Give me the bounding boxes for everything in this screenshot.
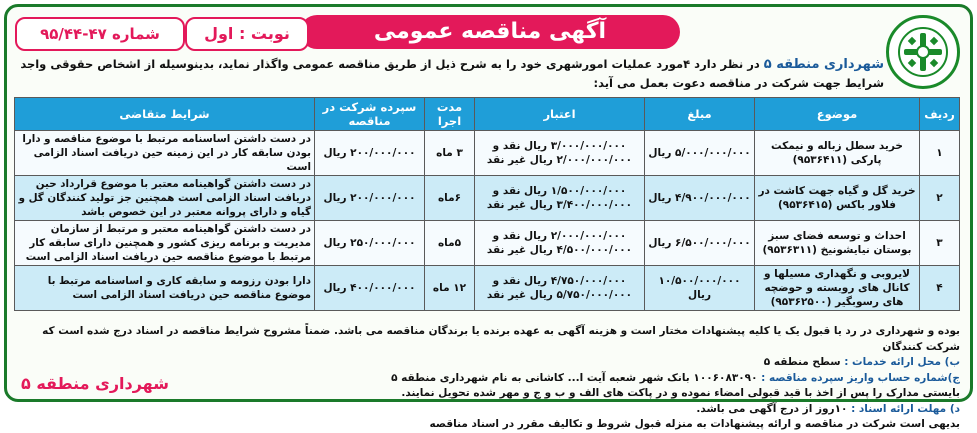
intro-paragraph	[19, 55, 884, 93]
cell-amount: ۵/۰۰۰/۰۰۰/۰۰۰ ریال	[645, 131, 755, 176]
credit-noncash: ۳/۴۰۰/۰۰۰/۰۰۰ ریال غیر نقد	[486, 199, 633, 211]
cell-amount: ۴/۹۰۰/۰۰۰/۰۰۰ ریال	[645, 176, 755, 221]
table-row	[15, 266, 960, 311]
cell-deposit: ۲۰۰/۰۰۰/۰۰۰ ریال	[315, 131, 425, 176]
cell-radif: ۴	[920, 266, 960, 311]
footer-service-location	[19, 355, 960, 371]
col-header-amount: مبلغ	[645, 98, 755, 131]
table-header-row	[15, 98, 960, 131]
cell-amount: ۶/۵۰۰/۰۰۰/۰۰۰ ریال	[645, 221, 755, 266]
cell-amount: ۱۰/۵۰۰/۰۰۰/۰۰۰ ریال	[645, 266, 755, 311]
footer-documents-note: بایستی مدارک را پس از اخذ با قید قبولی امضاء نموده و در پاکت های الف و ب و ج و مهر شده تحویل نمایند.	[401, 387, 960, 399]
cell-deposit: ۴۰۰/۰۰۰/۰۰۰ ریال	[315, 266, 425, 311]
cell-credit	[475, 131, 645, 176]
col-header-radif: ردیف	[920, 98, 960, 131]
cell-subject: احداث و توسعه فضای سبز بوستان نیایشونیخ (۹۵۳۶۳۱۱)	[755, 221, 920, 266]
footer-deadline	[19, 402, 960, 418]
cell-requirements: در دست داشتن اساسنامه مرتبط با موضوع مناقصه و دارا بودن سابقه کار در این زمینه حین دریافت اسناد الزامی است	[15, 131, 315, 176]
deadline-value: ۱۰روز از درج آگهی می باشد.	[696, 402, 848, 415]
table-row	[15, 221, 960, 266]
cell-subject: خرید گل و گیاه جهت کاشت در فلاور باکس (۹۵۳۶۴۱۵)	[755, 176, 920, 221]
footer-line-general: بوده و شهرداری در رد یا قبول یک یا کلیه پیشنهادات مختار است و هزینه آگهی به عهده برنده یا برندگان مناقصه می باشد. ضمناً مشروح شرایط مناقصه در اسناد درج شده است که شرکت کنندگان	[42, 325, 960, 353]
cell-radif: ۳	[920, 221, 960, 266]
cell-credit	[475, 176, 645, 221]
service-location-label: ب) محل ارائه خدمات :	[844, 356, 960, 368]
footer-final-line: بدیهی است شرکت در مناقصه و ارائه پیشنهادات به منزله قبول شروط و تکالیف مقرر در اسناد مناقصه	[429, 418, 960, 430]
cell-subject: خرید سطل زباله و نیمکت پارکی (۹۵۳۶۴۱۱)	[755, 131, 920, 176]
deadline-label: د) مهلت ارائه اسناد :	[851, 402, 960, 415]
cell-credit	[475, 266, 645, 311]
municipality-logo-icon	[886, 15, 960, 89]
col-header-duration: مدت اجرا	[425, 98, 475, 131]
cell-requirements: در دست داشتن گواهینامه معتبر و مرتبط از سازمان مدیریت و برنامه ریزی کشور و همچنین دارای سابقه کار مرتبط با موضوع مناقصه حین دریافت اسناد الزامی است	[15, 221, 315, 266]
col-header-deposit: سپرده شرکت در مناقصه	[315, 98, 425, 131]
col-header-requirements: شرایط متقاضی	[15, 98, 315, 131]
account-value: ۱۰۰۶۰۸۳۰۹۰ بانک شهر شعبه آیت ا... کاشانی به نام شهرداری منطقه ۵	[391, 371, 758, 384]
service-location-value: سطح منطقه ۵	[763, 356, 841, 368]
account-label: ج)شماره حساب واریز سپرده مناقصه :	[761, 371, 960, 384]
cell-duration: ۳ ماه	[425, 131, 475, 176]
table-row	[15, 176, 960, 221]
credit-cash: ۲/۰۰۰/۰۰۰/۰۰۰ ریال نقد و	[492, 230, 627, 242]
cell-radif: ۱	[920, 131, 960, 176]
col-header-subject: موضوع	[755, 98, 920, 131]
round-badge: نوبت : اول	[185, 17, 309, 51]
table-row	[15, 131, 960, 176]
cell-duration: ۵ماه	[425, 221, 475, 266]
cell-duration: ۱۲ ماه	[425, 266, 475, 311]
notice-title: آگهی مناقصه عمومی	[300, 15, 680, 49]
cell-radif: ۲	[920, 176, 960, 221]
cell-deposit: ۲۵۰/۰۰۰/۰۰۰ ریال	[315, 221, 425, 266]
organization-name: شهرداری منطقه ۵	[763, 57, 884, 72]
credit-noncash: ۴/۵۰۰/۰۰۰/۰۰۰ ریال غیر نقد	[486, 244, 633, 256]
notice-number-badge: شماره ۴۷-۹۵/۴۴	[15, 17, 185, 51]
credit-cash: ۴/۷۵۰/۰۰۰/۰۰۰ ریال نقد و	[492, 275, 627, 287]
intro-text: در نظر دارد ۴مورد عملیات امورشهری خود را به شرح ذیل از طریق مناقصه عمومی واگذار نماید، بدینوسیله از اشخاص حقوقی واجد شرایط جهت شرکت در مناقصه دعوت بعمل می آید:	[20, 57, 884, 90]
credit-cash: ۱/۵۰۰/۰۰۰/۰۰۰ ریال نقد و	[492, 185, 627, 197]
tender-notice	[4, 4, 973, 430]
col-header-credit: اعتبار	[475, 98, 645, 131]
header	[7, 13, 970, 53]
cell-requirements: دارا بودن رزومه و سابقه کاری و اساسنامه مرتبط با موضوع مناقصه حین دریافت اسناد الزامی است	[15, 266, 315, 311]
tender-table	[14, 97, 960, 311]
signature: شهرداری منطقه ۵	[21, 374, 169, 393]
credit-noncash: ۲/۰۰۰/۰۰۰/۰۰۰ ریال غیر نقد	[486, 154, 633, 166]
cell-deposit: ۲۰۰/۰۰۰/۰۰۰ ریال	[315, 176, 425, 221]
cell-requirements: در دست داشتن گواهینامه معتبر با موضوع قرارداد حین دریافت اسناد الزامی است همچنین جز تولید کنندگان گل و گیاه و دارای پروانه معتبر در این خصوص باشد	[15, 176, 315, 221]
credit-noncash: ۵/۷۵۰/۰۰۰/۰۰۰ ریال غیر نقد	[486, 289, 633, 301]
credit-cash: ۳/۰۰۰/۰۰۰/۰۰۰ ریال نقد و	[492, 140, 627, 152]
cell-duration: ۶ماه	[425, 176, 475, 221]
cell-subject: لایروبی و نگهداری مسیلها و کانال های روبسته و حوضچه های رسوبگیر (۹۵۳۶۲۵۰۰)	[755, 266, 920, 311]
cell-credit	[475, 221, 645, 266]
